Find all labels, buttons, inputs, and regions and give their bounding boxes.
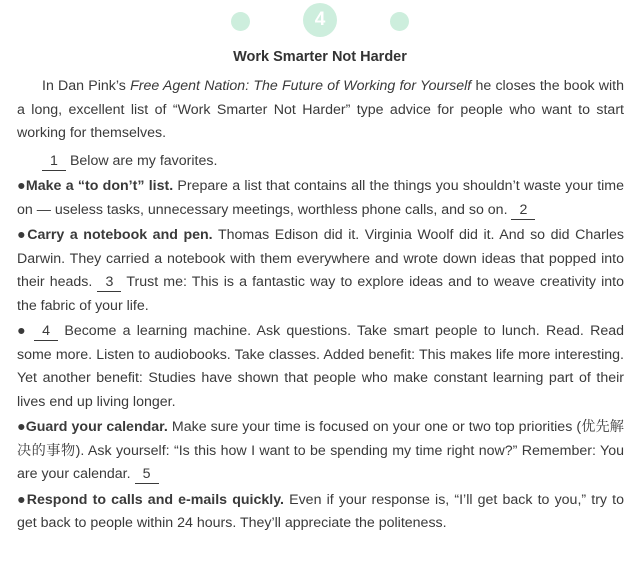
favorites-line (17, 150, 624, 174)
item-heading: Respond to calls and e-mails quickly. (26, 491, 284, 508)
answer-blank-5: 5 (135, 466, 159, 484)
answer-blank-3: 3 (97, 274, 121, 292)
favorites-text: Below are my favorites. (66, 152, 218, 169)
list-item (17, 175, 624, 222)
item-text: Make sure your time is focused on your one or two top priorities (优先解决的事物). Ask yourself: “Is this how I want to be spending my time right now?” Remember: You are your calendar. (17, 419, 624, 482)
list-item (17, 489, 624, 536)
decorative-dot-right (390, 12, 409, 31)
item-heading: Carry a notebook and pen. (27, 227, 213, 243)
list-item (17, 320, 624, 414)
item-text-after: Become a learning machine. Ask questions. Take smart people to lunch. Read. Read some more. Listen to audiobooks. Take classes. Added benefit: This makes life more interesting. Yet another benefit: Studies have shown that people who make constant learning part of their lives end up living longer. (17, 323, 624, 410)
item-text-after: Trust me: This is a fantastic way to explore ideas and to weave creativity into the fabric of your life. (17, 274, 624, 314)
item-text: Thomas Edison did it. Virginia Woolf did it. And so did Charles Darwin. They carried a notebook with them everywhere and wrote down ideas that popped into their heads. (17, 227, 625, 290)
answer-blank-2: 2 (511, 202, 535, 220)
article-title: Work Smarter Not Harder (233, 49, 407, 65)
intro-text-before: In Dan Pink’s (42, 78, 131, 94)
intro-text-after: he closes the book with a long, excellent list of “Work Smarter Not Harder” type advice for people who want to start working for themselves. (17, 78, 624, 141)
section-header (0, 3, 640, 37)
bullet-icon: ● (17, 419, 26, 435)
bullet-icon: ● (17, 491, 27, 508)
item-text: Prepare a list that contains all the things you shouldn’t waste your time on — useless tasks, unnecessary meetings, worthless phone calls, and so on. (17, 178, 624, 218)
decorative-dot-left (231, 12, 250, 31)
item-heading: Guard your calendar. (25, 419, 168, 435)
book-title: Free Agent Nation: The Future of Working for Yourself (130, 78, 472, 94)
list-item (17, 416, 624, 487)
intro-paragraph (17, 75, 624, 146)
item-heading: Make a “to don’t” list. (25, 178, 174, 194)
article-body (17, 75, 624, 538)
answer-blank-4: 4 (34, 323, 58, 341)
answer-blank-1: 1 (42, 153, 66, 171)
section-number-badge: 4 (303, 3, 337, 37)
bullet-icon: ● (17, 323, 28, 339)
bullet-icon: ● (17, 178, 26, 194)
bullet-icon: ● (17, 227, 28, 243)
list-item (17, 224, 624, 318)
item-text: Even if your response is, “I’ll get back to you,” try to get back to people within 24 hours. They’ll appreciate the politeness. (17, 491, 624, 531)
